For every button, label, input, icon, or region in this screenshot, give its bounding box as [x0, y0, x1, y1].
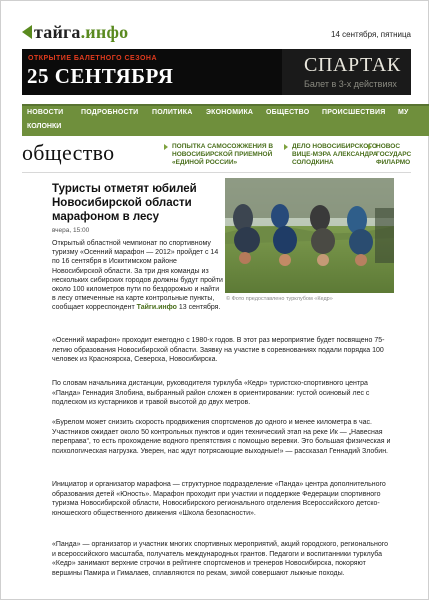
teaser-link-2[interactable]: ДЕЛО НОВОСИБИРСКОГО ВИЦЕ-МЭРА АЛЕКСАНДРА СОЛОДКИНА	[284, 143, 382, 167]
nav-item-politics[interactable]: ПОЛИТИКА	[152, 109, 193, 116]
nav-item-details[interactable]: ПОДРОБНОСТИ	[81, 109, 139, 116]
logo-text	[34, 22, 128, 43]
banner-title: СПАРТАК	[304, 54, 401, 76]
article-paragraph-3: «Бурелом может снизить скорость продвижения спортсменов до одного и менее километра в час. Участников ожидает около 50 контрольных пунктов и один технический этап на реке Ик — „Навесная переправа“, то есть прохождение водного препятствия с помощью веревки. Это большая физическая и психологическая нагрузка. Уверен, нас ждут потрясающие выходные!» — рассказал Геннадий Злобин.	[52, 419, 391, 455]
article-meta: вчера, 15:00	[52, 227, 90, 234]
article-headline: Туристы отметят юбилей Новосибирской области марафоном в лесу	[52, 183, 197, 223]
article-paragraph-5: «Панда» — организатор и участник многих спортивных мероприятий, акций городского, регионального и всероссийского масштаба, получатель международных грантов. Педагоги и воспитанники турклуба «Кедр» занимают верхние строчки в рейтинге спортсменов и тренеров Новосибирска, покоряют вершины Памира и Гималаев, сплавляются по рекам, зимой совершают лыжные походы.	[52, 541, 388, 577]
article-paragraph-4: Инициатор и организатор марафона — структурное подразделение «Панда» центра дополнительного образования детей «Юность». Марафон проходит при участии и поддержке Федерации спортивного туризма Новосибирской области, Новосибирского регионального отделения Всероссийского детско-юношеского общественного движения «Школа безопасности».	[52, 481, 386, 517]
source-link[interactable]: Тайги.инфо	[136, 304, 177, 312]
section-title: общество	[22, 140, 115, 165]
teaser-link-1[interactable]: ПОПЫТКА САМОСОЖЖЕНИЯ В НОВОСИБИРСКОЙ ПРИЕМНОЙ «ЕДИНОЙ РОССИИ»	[164, 143, 284, 167]
banner-subtitle: Балет в 3-х действиях	[304, 79, 397, 89]
logo-main: тайга	[34, 21, 81, 42]
banner-right	[282, 49, 411, 95]
main-nav	[22, 104, 429, 136]
article-paragraph-1: «Осенний марафон» проходит ежегодно с 1980-х годов. В этот раз мероприятие будет посвящено 75-летию образования Новосибирской области. Заявку на участие в соревнованиях подали порядка 100 человек из Красноярска, Северска, Новосибирска.	[52, 337, 385, 364]
article-photo	[225, 178, 394, 293]
banner-date-text: 25 СЕНТЯБРЯ	[27, 64, 174, 88]
nav-item-society[interactable]: ОБЩЕСТВО	[266, 109, 310, 116]
site-logo[interactable]	[22, 22, 128, 42]
logo-tld: .инфо	[80, 21, 129, 42]
photo-caption: © Фото предоставлено турклубом «Кедр»	[226, 296, 333, 302]
teaser-link-3[interactable]: НОВОС ГОСУДАРС ФИЛАРМО	[368, 143, 428, 167]
lead-text: Открытый областной чемпионат по спортивному туризму «Осенний марафон — 2012» пройдет с 14 по 16 сентября в Искитимском районе Новосибирской области. За три дня команды из нескольких сибирских городов должны будут пройти около 100 километров пути по бездорожью и найти в лесу отмеченные на карте контрольные пункты, сообщает корреспондент	[52, 240, 223, 312]
nav-item-economy[interactable]: ЭКОНОМИКА	[206, 109, 254, 116]
ad-banner[interactable]	[22, 49, 411, 95]
photo-illustration	[225, 178, 394, 293]
nav-item-columns[interactable]: КОЛОНКИ	[27, 123, 62, 130]
section-divider	[22, 172, 411, 173]
article-paragraph-2: По словам начальника дистанции, руководителя турклуба «Кедр» туристско-спортивного центра «Панда» Геннадия Злобина, выбранный район сложен в ориентировании: густой осиновый лес с подлеском из кустарников и травой высотой до двух метров.	[52, 380, 370, 407]
nav-item-news[interactable]: НОВОСТИ	[27, 109, 64, 116]
lead-text-end: 13 сентября.	[176, 304, 221, 312]
banner-season-text: ОТКРЫТИЕ БАЛЕТНОГО СЕЗОНА	[28, 55, 158, 62]
nav-item-incidents[interactable]: ПРОИСШЕСТВИЯ	[322, 109, 386, 116]
nav-item-more[interactable]: МУ	[398, 109, 409, 116]
article-lead	[52, 239, 224, 313]
banner-left	[22, 49, 227, 95]
logo-arrow-icon	[22, 25, 32, 39]
header-date: 14 сентября, пятница	[331, 30, 411, 39]
